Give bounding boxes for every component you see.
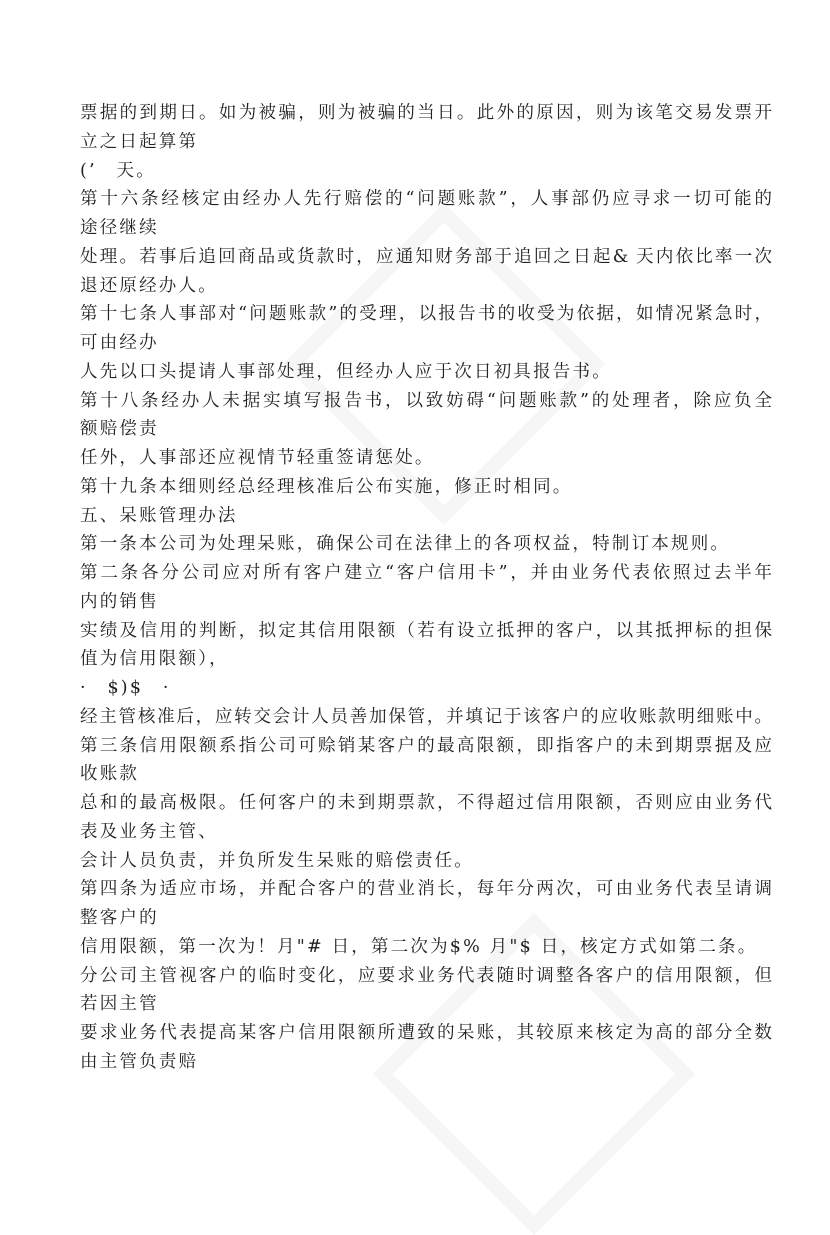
text-line: 任外，人事部还应视情节轻重签请惩处。 (80, 448, 435, 468)
text-line: 分公司主管视客户的临时变化，应要求业务代表随时调整各客户的信用限额，但 (80, 965, 772, 986)
text-line: 第十八条经办人未据实填写报告书，以致妨碍“问题账款”的处理者，除应负全 (80, 390, 772, 411)
text-line: (’ 天。 (80, 160, 156, 181)
text-line: 人先以口头提请人事部处理，但经办人应于次日初具报告书。 (80, 361, 612, 382)
text-line: 经主管核准后，应转交会计人员善加保管，并填记于该客户的应收账款明细账中。 (80, 706, 772, 727)
text-line: 收账款 (80, 764, 140, 785)
text-line: 票据的到期日。如为被骗，则为被骗的当日。此外的原因，则为该笔交易发票开 (80, 103, 772, 123)
text-line: 第二条各分公司应对所有客户建立“客户信用卡”，并由业务代表依照过去半年 (80, 563, 772, 583)
text-line: 若因主管 (80, 994, 159, 1015)
text-line: 第三条信用限额系指公司可赊销某客户的最高限额，即指客户的未到期票据及应 (80, 735, 772, 756)
text-line: 会计人员负责，并负所发生呆账的赔偿责任。 (80, 850, 474, 871)
text-line: 可由经办 (80, 333, 159, 353)
text-line: 要求业务代表提高某客户信用限额所遭致的呆账，其较原来核定为高的部分全数 (80, 1023, 772, 1043)
text-line: 信用限额，第一次为！月"# 日，第二次为$% 月"$ 日，核定方式如第二条。 (80, 936, 758, 957)
text-line: 立之日起算第 (80, 131, 199, 152)
text-line: 途径继续 (80, 218, 159, 238)
text-line: 表及业务主管、 (80, 821, 218, 842)
text-line: · $)$ · (80, 678, 171, 698)
text-line: 第十九条本细则经总经理核准后公布实施，修正时相同。 (80, 476, 573, 497)
text-line: 内的销售 (80, 591, 159, 612)
text-line: 值为信用限额）， (80, 649, 229, 670)
text-line: 第一条本公司为处理呆账，确保公司在法律上的各项权益，特制订本规则。 (80, 534, 731, 555)
text-line: 总和的最高极限。任何客户的未到期票款，不得超过信用限额，否则应由业务代 (80, 793, 772, 813)
text-line: 处理。若事后追回商品或货款时，应通知财务部于追回之日起& 天内依比率一次 (80, 246, 772, 267)
text-line: 第十六条经核定由经办人先行赔偿的“问题账款”，人事部仍应寻求一切可能的 (80, 189, 772, 210)
text-line: 由主管负责赔 (80, 1051, 199, 1072)
text-line: 额赔偿责 (80, 419, 159, 440)
text-line: 整客户的 (80, 908, 159, 928)
text-line: 第四条为适应市场，并配合客户的营业消长，每年分两次，可由业务代表呈请调 (80, 879, 772, 900)
text-line: 第十七条人事部对“问题账款”的受理，以报告书的收受为依据，如情况紧急时， (80, 304, 772, 325)
text-line: 实绩及信用的判断，拟定其信用限额（若有设立抵押的客户，以其抵押标的担保 (80, 620, 772, 641)
text-line: 退还原经办人。 (80, 275, 218, 296)
text-line: 五、呆账管理办法 (80, 505, 238, 526)
document-body (80, 99, 772, 1077)
